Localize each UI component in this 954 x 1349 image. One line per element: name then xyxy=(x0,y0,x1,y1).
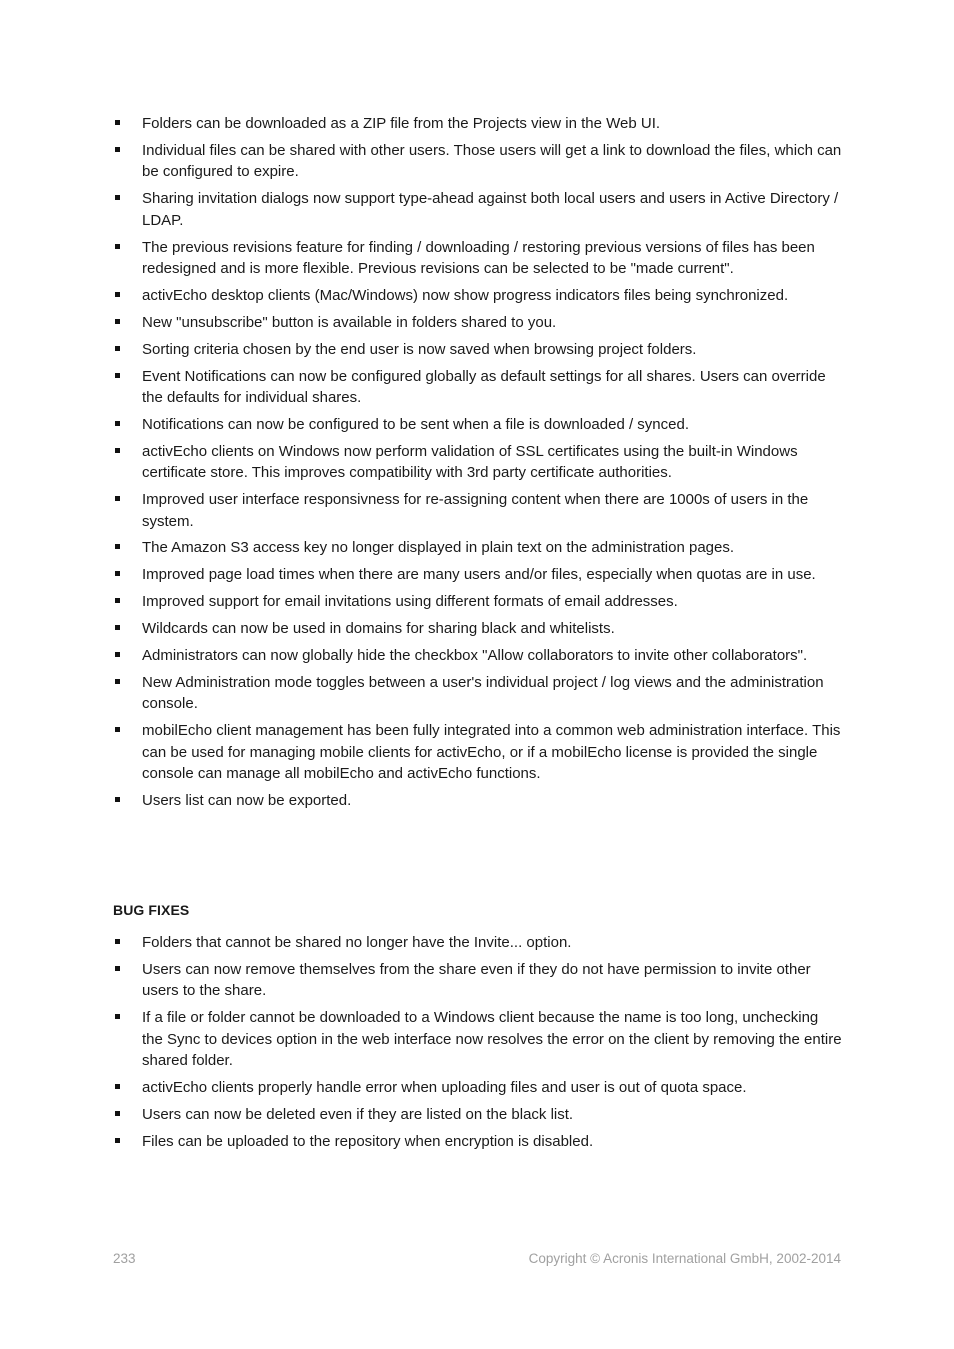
list-item xyxy=(113,618,843,639)
square-bullet-icon xyxy=(115,625,120,630)
list-item xyxy=(113,645,843,666)
square-bullet-icon xyxy=(115,598,120,603)
list-item-text: Improved page load times when there are many users and/or files, especially when quotas are in use. xyxy=(142,566,816,584)
feature-list xyxy=(113,113,843,817)
bug-fixes-heading: BUG FIXES xyxy=(113,902,190,918)
square-bullet-icon xyxy=(115,244,120,249)
square-bullet-icon xyxy=(115,195,120,200)
list-item-text: The Amazon S3 access key no longer displayed in plain text on the administration pages. xyxy=(142,539,735,557)
square-bullet-icon xyxy=(115,797,120,802)
square-bullet-icon xyxy=(115,120,120,125)
square-bullet-icon xyxy=(115,1084,120,1089)
list-item xyxy=(113,188,843,231)
square-bullet-icon xyxy=(115,448,120,453)
square-bullet-icon xyxy=(115,346,120,351)
square-bullet-icon xyxy=(115,421,120,426)
list-item xyxy=(113,339,843,360)
list-item xyxy=(113,312,843,333)
list-item-text: Wildcards can now be used in domains for sharing black and whitelists. xyxy=(142,620,615,638)
list-item xyxy=(113,1077,843,1098)
square-bullet-icon xyxy=(115,727,120,732)
square-bullet-icon xyxy=(115,939,120,944)
square-bullet-icon xyxy=(115,373,120,378)
list-item-text: Notifications can now be configured to be sent when a file is downloaded / synced. xyxy=(142,415,690,433)
list-item-text: Users can now be deleted even if they are listed on the black list. xyxy=(142,1105,574,1123)
list-item xyxy=(113,441,843,484)
list-item-text: Folders can be downloaded as a ZIP file from the Projects view in the Web UI. xyxy=(142,115,661,132)
list-item xyxy=(113,113,843,134)
list-item xyxy=(113,414,843,435)
list-item-text: Folders that cannot be shared no longer have the Invite... option. xyxy=(142,934,572,951)
square-bullet-icon xyxy=(115,292,120,297)
page-number: 233 xyxy=(113,1251,136,1266)
list-item xyxy=(113,237,843,280)
square-bullet-icon xyxy=(115,679,120,684)
list-item-text: activEcho clients on Windows now perform validation of SSL certificates using the built-in Windows certificate store. This improves compatibility with 3rd party certificate authorities. xyxy=(142,442,798,482)
list-item-text: activEcho clients properly handle error when uploading files and user is out of quota space. xyxy=(142,1078,747,1096)
square-bullet-icon xyxy=(115,544,120,549)
square-bullet-icon xyxy=(115,652,120,657)
list-item xyxy=(113,537,843,558)
list-item-text: New Administration mode toggles between a user's individual project / log views and the administration console. xyxy=(142,673,824,713)
list-item xyxy=(113,285,843,306)
list-item xyxy=(113,790,843,811)
list-item xyxy=(113,591,843,612)
list-item-text: Users list can now be exported. xyxy=(142,791,352,809)
list-item-text: New "unsubscribe" button is available in folders shared to you. xyxy=(142,313,557,331)
list-item-text: The previous revisions feature for finding / downloading / restoring previous versions of files has been redesigned and is more flexible. Previous revisions can be selected to be "made current". xyxy=(142,238,815,277)
list-item-text: Event Notifications can now be configured globally as default settings for all shares. Users can override the defaults for individual shares. xyxy=(142,367,826,406)
copyright-notice: Copyright © Acronis International GmbH, 2002-2014 xyxy=(528,1251,841,1266)
list-item xyxy=(113,564,843,585)
list-item xyxy=(113,489,843,532)
list-item-text: Individual files can be shared with other users. Those users will get a link to download the files, which can be configured to expire. xyxy=(142,141,842,181)
bug-fix-list xyxy=(113,932,843,1158)
square-bullet-icon xyxy=(115,1138,120,1143)
list-item-text: mobilEcho client management has been fully integrated into a common web administration interface. This can be used for managing mobile clients for activEcho, or if a mobilEcho license is provided the single console can manage all mobilEcho and activEcho functions. xyxy=(142,722,841,783)
list-item xyxy=(113,1007,843,1071)
list-item-text: Sharing invitation dialogs now support type-ahead against both local users and users in Active Directory / LDAP. xyxy=(142,190,839,229)
list-item-text: activEcho desktop clients (Mac/Windows) now show progress indicators files being synchronized. xyxy=(142,286,789,304)
list-item xyxy=(113,959,843,1002)
list-item xyxy=(113,140,843,183)
square-bullet-icon xyxy=(115,319,120,324)
list-item xyxy=(113,672,843,715)
square-bullet-icon xyxy=(115,496,120,501)
list-item xyxy=(113,1104,843,1125)
list-item xyxy=(113,1131,843,1152)
square-bullet-icon xyxy=(115,571,120,576)
list-item-text: Improved support for email invitations using different formats of email addresses. xyxy=(142,593,678,611)
square-bullet-icon xyxy=(115,147,120,152)
list-item-text: Users can now remove themselves from the share even if they do not have permission to invite other users to the share. xyxy=(142,960,811,1000)
list-item-text: Improved user interface responsivness for re-assigning content when there are 1000s of users in the system. xyxy=(142,491,809,530)
list-item-text: Files can be uploaded to the repository when encryption is disabled. xyxy=(142,1132,594,1150)
list-item-text: Sorting criteria chosen by the end user is now saved when browsing project folders. xyxy=(142,340,697,358)
list-item xyxy=(113,720,843,784)
square-bullet-icon xyxy=(115,1014,120,1019)
list-item-text: Administrators can now globally hide the checkbox "Allow collaborators to invite other collaborators". xyxy=(142,647,808,665)
square-bullet-icon xyxy=(115,966,120,971)
list-item xyxy=(113,932,843,953)
list-item xyxy=(113,366,843,409)
list-item-text: If a file or folder cannot be downloaded to a Windows client because the name is too long, unchecking the Sync to devices option in the web interface now resolves the error on the client by removing the entire shared folder. xyxy=(142,1009,842,1070)
square-bullet-icon xyxy=(115,1111,120,1116)
